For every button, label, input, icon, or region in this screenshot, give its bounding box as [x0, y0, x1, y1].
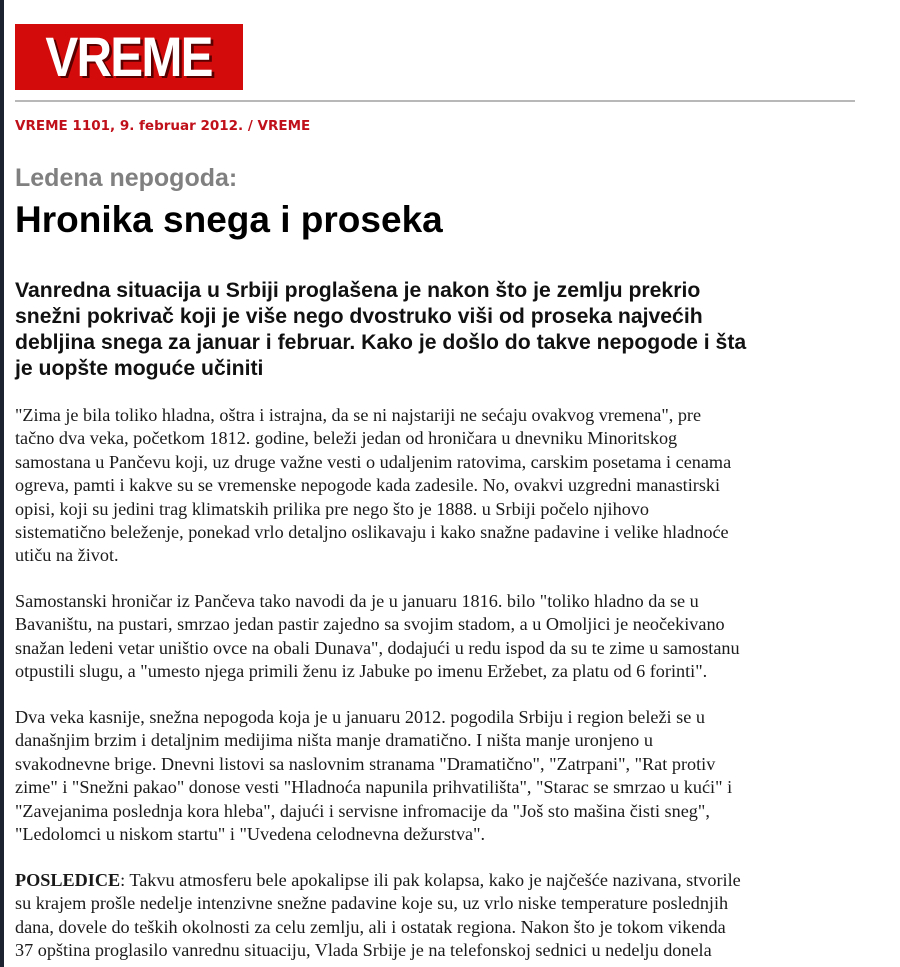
article-paragraph: [15, 404, 875, 568]
issue-info: VREME 1101, 9. februar 2012. / VREME: [15, 118, 311, 134]
paragraph-line: snažan ledeni vetar uništio ovce na obali Dunava", dodajući u redu ispod da su te zime u samostanu: [15, 637, 740, 658]
lede-line: debljina snega za januar i februar. Kako je došlo do takve nepogode i šta: [15, 331, 747, 354]
paragraph-line: 37 opština proglasilo vanrednu situaciju, Vlada Srbije je na telefonskoj sednici u nedelju donela: [15, 940, 712, 961]
paragraph-line: današnjim brzim i detaljnim medijima ništa manje dramatično. I ništa manje uronjeno u: [15, 730, 653, 751]
paragraph-line: svakodnevne brige. Dnevni listovi sa naslovnim stranama "Dramatično", "Zatrpani", "Rat protiv: [15, 753, 716, 774]
paragraph-line: zime" i "Snežni pakao" donose vesti "Hladnoća napunila prihvatilišta", "Starac se smrzao u kući" i: [15, 777, 733, 798]
section-lead: POSLEDICE: [15, 870, 121, 890]
paragraph-line: dana, dovele do teških okolnosti za celu zemlju, ali i ostatak regiona. Nakon što je tokom vikenda: [15, 916, 726, 937]
paragraph-line: ogreva, pamti i kakve su se vremenske nepogode kada zadesile. No, ovakvi uzgredni manastirski: [15, 475, 721, 496]
header-divider: [15, 100, 855, 102]
article-paragraph: [15, 590, 875, 684]
paragraph-line: otpustili slugu, a "umesto njega primili ženu iz Jabuke po imenu Eržebet, za platu od 6 forinti".: [15, 661, 708, 682]
lede-line: snežni pokrivač koji je više nego dvostruko viši od proseka najvećih: [15, 305, 703, 328]
article-kicker: Ledena nepogoda:: [15, 164, 238, 192]
window-edge: [0, 0, 4, 967]
vreme-logo[interactable]: [15, 24, 243, 90]
lede-line: Vanredna situacija u Srbiji proglašena je nakon što je zemlju prekrio: [15, 279, 701, 302]
paragraph-line: su krajem prošle nedelje intenzivne snežne padavine koje su, uz vrlo niske temperature poslednjih: [15, 893, 729, 914]
paragraph-line: sistematično beleženje, ponekad vrlo detaljno oslikavaju i kako snažne padavine i velike hladnoće: [15, 522, 729, 543]
paragraph-line: "Zima je bila toliko hladna, oštra i istrajna, da se ni najstariji ne sećaju ovakvog vremena", pre: [15, 405, 702, 425]
paragraph-line: samostana u Pančevu koji, uz druge važne vesti o udaljenim ratovima, carskim posetama i cenama: [15, 451, 732, 472]
paragraph-line: Samostanski hroničar iz Pančeva tako navodi da je u januaru 1816. bilo "toliko hladno da se u: [15, 591, 699, 611]
logo-text: VREME: [45, 25, 213, 88]
paragraph-line: Dva veka kasnije, snežna nepogoda koja je u januaru 2012. pogodila Srbiju i region beleži se u: [15, 707, 705, 727]
paragraph-line: [15, 869, 875, 892]
paragraph-line: "Ledolomci u niskom startu" i "Uvedena celodnevna dežurstva".: [15, 824, 486, 845]
article-headline: Hronika snega i proseka: [15, 199, 443, 240]
lede-line: je uopšte moguće učiniti: [15, 357, 264, 380]
article-lede: [15, 278, 860, 382]
paragraph-line: utiču na život.: [15, 545, 119, 566]
paragraph-text: : Takvu atmosferu bele apokalipse ili pak kolapsa, kako je najčešće nazivana, stvorile: [120, 870, 741, 890]
article-paragraph: [15, 706, 875, 846]
paragraph-line: Bavaništu, na pustari, smrzao jedan pastir zajedno sa svojim stadom, a u Omoljici je neočekivano: [15, 614, 725, 635]
paragraph-line: "Zavejanima poslednja kora hleba", dajući i servisne infromacije da "Još sto mašina čisti sneg",: [15, 800, 710, 821]
paragraph-line: opisi, koji su jedini trag klimatskih prilika pre nego što je 1888. u Srbiji počelo njihovo: [15, 498, 649, 519]
paragraph-line: tačno dva veka, početkom 1812. godine, beleži jedan od hroničara u dnevniku Minoritskog: [15, 428, 678, 449]
article-paragraph: [15, 869, 875, 963]
